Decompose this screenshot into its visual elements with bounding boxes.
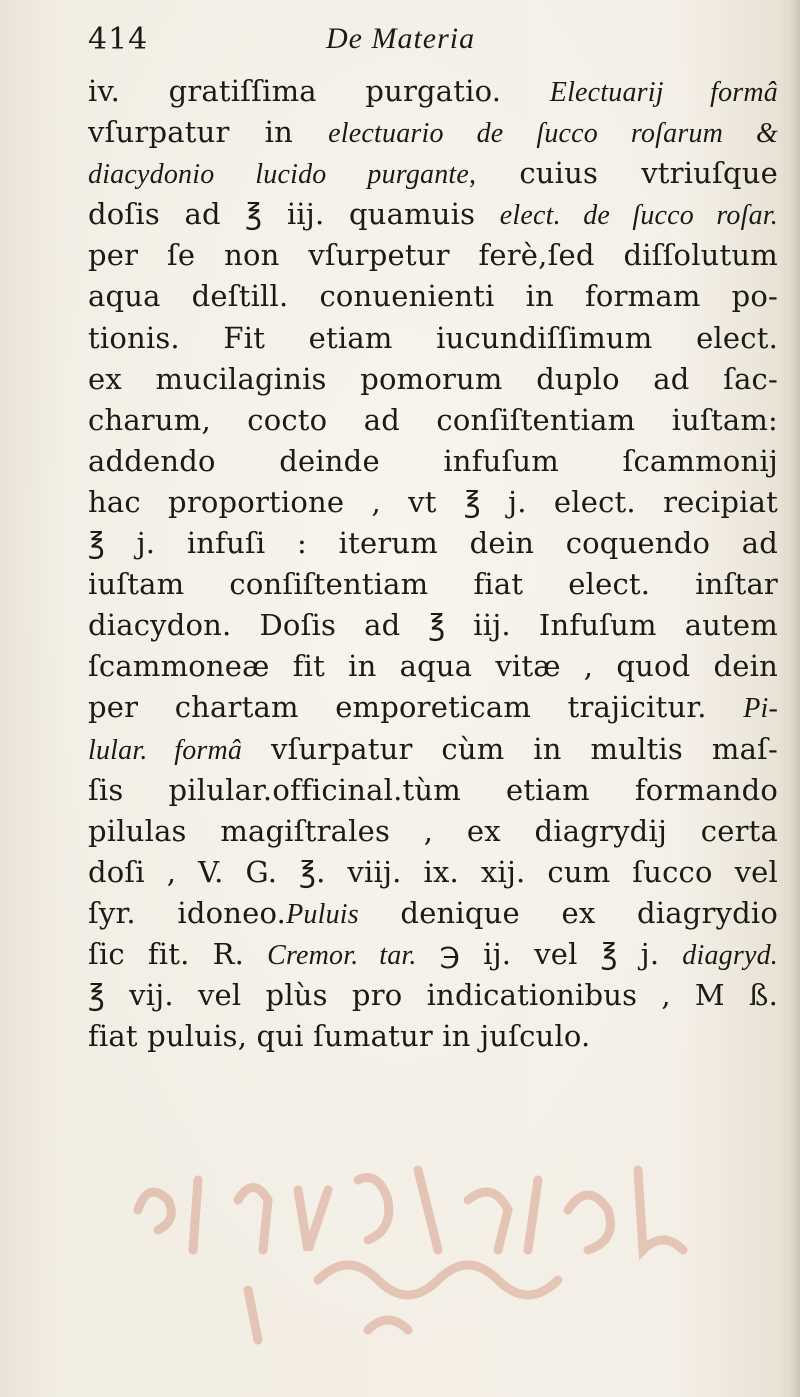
roman-text: vſurpatur cùm in multis maſ- xyxy=(242,731,778,766)
italic-text: lular. formâ xyxy=(88,734,243,766)
text-line xyxy=(88,811,778,852)
roman-text: pilulas magiſtrales , ex diagrydij certa xyxy=(88,813,778,848)
text-line xyxy=(88,729,778,770)
text-line xyxy=(88,975,778,1016)
text-line xyxy=(88,934,778,975)
page-number: 414 xyxy=(88,22,149,57)
page-header xyxy=(88,18,788,68)
roman-text: iv. gratiſſima purgatio. xyxy=(88,74,550,108)
text-line xyxy=(88,400,778,441)
text-line xyxy=(88,852,778,893)
roman-text: ℈ ij. vel ℥ j. xyxy=(416,936,683,971)
italic-text: Cremor. tar. xyxy=(267,939,417,971)
roman-text: denique ex diagrydio xyxy=(358,895,778,930)
roman-text: ℥ vij. vel plùs pro indicationibus , M ß. xyxy=(88,978,778,1013)
text-line xyxy=(88,112,778,153)
text-line xyxy=(88,605,778,646)
roman-text: vſurpatur in xyxy=(88,115,329,150)
text-line xyxy=(88,1016,778,1057)
italic-text: electuario de ſucco roſarum & xyxy=(328,118,778,150)
italic-text: elect. de ſucco roſar. xyxy=(499,200,778,232)
page-edge-shadow xyxy=(790,0,800,1397)
italic-text: Puluis xyxy=(286,898,359,930)
roman-text: per chartam emporeticam trajicitur. xyxy=(88,690,744,725)
running-title: De Materia xyxy=(326,22,476,55)
text-line xyxy=(88,646,778,687)
body-text xyxy=(88,71,778,1057)
text-line xyxy=(88,564,778,605)
text-line xyxy=(88,523,778,564)
text-line xyxy=(88,153,778,194)
text-line xyxy=(88,482,778,523)
roman-text: per ſe non vſurpetur ferè,ſed diſſolutum xyxy=(88,238,778,273)
text-line xyxy=(88,687,778,728)
text-line xyxy=(88,893,778,934)
roman-text: aqua deſtill. conuenienti in formam po- xyxy=(88,279,778,314)
roman-text: iuſtam conſiſtentiam fiat elect. inſtar xyxy=(88,567,778,602)
italic-text: Pi- xyxy=(743,693,778,725)
italic-text: Electuarij formâ xyxy=(549,77,778,108)
roman-text: cuius vtriuſque xyxy=(476,156,778,191)
text-line xyxy=(88,235,778,276)
roman-text: hac proportione , vt ℥ j. elect. recipiat xyxy=(88,484,778,519)
roman-text: ex mucilaginis pomorum duplo ad ſac- xyxy=(88,361,778,396)
text-line xyxy=(88,276,778,317)
roman-text: ſcammoneæ fit in aqua vitæ , quod dein xyxy=(88,649,778,684)
roman-text: ſic fit. R. xyxy=(88,936,268,971)
italic-text: diagryd. xyxy=(682,939,778,971)
faded-library-stamp xyxy=(118,1140,758,1350)
roman-text: doſis ad ℥ iij. quamuis xyxy=(88,197,500,232)
roman-text: ſyr. idoneo. xyxy=(88,895,287,930)
roman-text: ℥ j. infuſi : iterum dein coquendo ad xyxy=(88,526,778,561)
text-line xyxy=(88,71,778,112)
text-line xyxy=(88,194,778,235)
text-line xyxy=(88,318,778,359)
roman-text: fiat puluis, qui ſumatur in juſculo. xyxy=(88,1019,591,1054)
roman-text: tionis. Fit etiam iucundiſſimum elect. xyxy=(88,320,778,355)
text-line xyxy=(88,441,778,482)
italic-text: diacydonio lucido purgante, xyxy=(88,159,477,191)
roman-text: diacydon. Doſis ad ℥ iij. Infuſum autem xyxy=(88,608,778,643)
text-line xyxy=(88,770,778,811)
roman-text: ſis pilular.officinal.tùm etiam formando xyxy=(88,772,778,807)
roman-text: addendo deinde infuſum ſcammonij xyxy=(88,443,778,478)
roman-text: doſi , V. G. ℥. viij. ix. xij. cum ſucco vel xyxy=(88,854,778,889)
text-line xyxy=(88,359,778,400)
roman-text: charum, cocto ad conſiſtentiam iuſtam: xyxy=(88,402,778,437)
